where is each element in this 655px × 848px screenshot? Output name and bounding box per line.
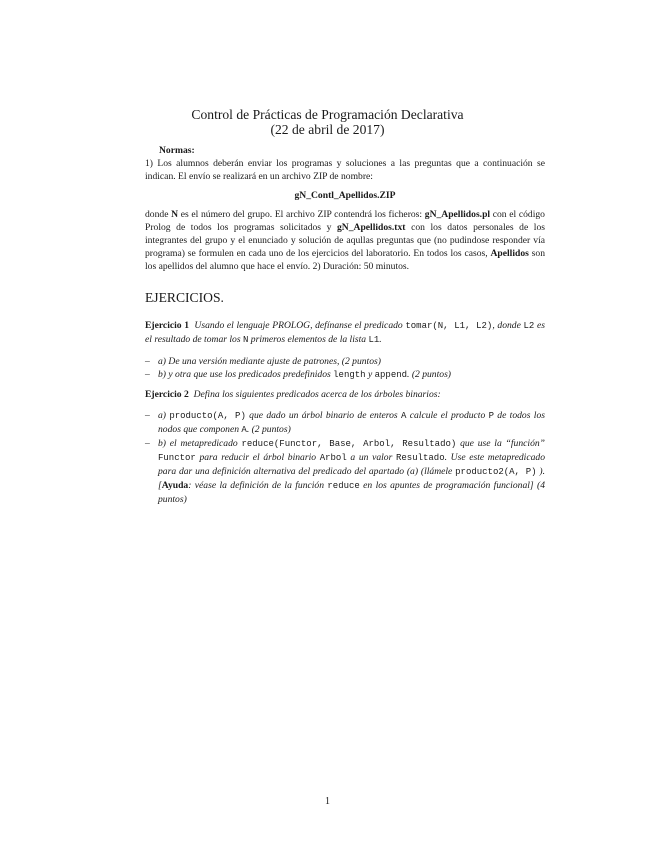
group-number-var: N — [171, 209, 179, 220]
text-span: . (2 puntos) — [407, 369, 451, 380]
normas-paragraph-2 — [145, 208, 545, 273]
ejercicio-1-label: Ejercicio 1 — [145, 320, 190, 331]
text-span: donde — [145, 209, 172, 220]
ayuda-label: Ayuda — [161, 480, 189, 491]
code-span: Functor — [158, 453, 196, 463]
ejercicio-2-items — [145, 409, 545, 506]
text-span: : véase la definición de la función — [188, 480, 328, 491]
text-span: b) el metapredicado — [158, 438, 242, 449]
code-span: producto(A, P) — [169, 411, 246, 421]
text-span: que use la “función” — [456, 438, 545, 449]
code-span: producto2(A, P) — [455, 467, 537, 477]
code-span: N — [242, 335, 249, 345]
apellidos-term: Apellidos — [490, 248, 529, 259]
text-span: en los apuntes de programación funcional] (4 puntos) — [158, 480, 545, 505]
text-span: son los apellidos del alumno que hace el envío. 2) Duración: 50 minutos. — [145, 248, 546, 272]
dash-bullet: – — [145, 410, 150, 421]
text-span: . Use este metapredicado para dar una definición alternativa del predicado del apartado (a) (llámele — [158, 452, 545, 477]
prolog-filename: gN_Apellidos.pl — [424, 209, 491, 220]
title-line-1: Control de Prácticas de Programación Declarativa — [191, 107, 464, 122]
text-span: con los datos personales de los integrantes del grupo y el enunciado y solución de aqullas preguntas que (no pudindose responder vía programa) se formulen en cada uno de los ejercicios del laboratorio. En todos los casos, — [145, 222, 545, 259]
normas-paragraph-1: 1) Los alumnos deberán enviar los programas y soluciones a las preguntas que a continuación se indican. El envío se realizará en un archivo ZIP de nombre: — [145, 158, 545, 182]
text-span: es el resultado de tomar los — [145, 320, 546, 345]
dash-bullet: – — [145, 356, 150, 367]
code-span: A — [401, 411, 407, 421]
text-span: y — [365, 369, 375, 380]
list-item — [145, 355, 545, 368]
title-line-2: (22 de abril de 2017) — [270, 122, 385, 137]
text-span: calcule el producto — [406, 410, 489, 421]
page-number: 1 — [325, 796, 330, 807]
text-span: de todos los nodos que componen — [158, 410, 545, 435]
ejercicios-heading: EJERCICIOS. — [145, 290, 224, 305]
list-item — [145, 409, 545, 437]
ejercicio-1 — [145, 319, 545, 382]
dash-bullet: – — [145, 369, 150, 380]
text-span: con el código Prolog de todos los programas solicitados y — [145, 209, 545, 233]
text-span: . (2 puntos) — [246, 424, 291, 435]
text-span: a un valor — [346, 452, 396, 463]
text-span: , donde — [492, 320, 524, 331]
text-span: Defina los siguientes predicados acerca de los árboles binarios: — [193, 389, 441, 400]
list-item — [145, 368, 545, 382]
text-span: a) — [158, 410, 170, 421]
text-span: ). [ — [158, 466, 545, 491]
document-title — [0, 107, 655, 137]
code-span: tomar(N, L1, L2) — [405, 321, 493, 331]
code-span: L1 — [368, 335, 380, 345]
text-span: a) De una versión mediante ajuste de patrones, (2 puntos) — [158, 356, 381, 367]
code-span: A — [241, 425, 247, 435]
text-span: es el número del grupo. El archivo ZIP contendrá los ficheros: — [178, 209, 425, 220]
text-span: primeros elementos de la lista — [248, 334, 369, 345]
text-span: para reducir el árbol binario — [195, 452, 320, 463]
ejercicio-1-items — [145, 355, 545, 382]
text-span: . — [379, 334, 382, 345]
code-span: P — [488, 411, 494, 421]
code-span: Arbol — [319, 453, 347, 463]
code-span: length — [333, 370, 366, 380]
text-span: Usando el lenguaje PROLOG, defínanse el predicado — [194, 320, 406, 331]
text-span: b) y otra que use los predicados predefinidos — [158, 369, 334, 380]
code-span: L2 — [523, 321, 535, 331]
code-span: reduce(Functor, Base, Arbol, Resultado) — [241, 439, 457, 449]
normas-heading: Normas: — [159, 145, 195, 156]
ejercicio-2-statement — [145, 388, 545, 401]
list-item — [145, 437, 545, 506]
normas-section — [145, 144, 545, 273]
ejercicio-1-statement — [145, 319, 545, 347]
zip-filename: gN_Contl_Apellidos.ZIP — [294, 190, 396, 201]
dash-bullet: – — [145, 438, 150, 449]
ejercicio-2-label: Ejercicio 2 — [145, 389, 189, 400]
ejercicio-2 — [145, 388, 545, 506]
code-span: reduce — [327, 481, 360, 491]
txt-filename: gN_Apellidos.txt — [337, 222, 406, 233]
text-span: que dado un árbol binario de enteros — [245, 410, 401, 421]
code-span: Resultado — [396, 453, 445, 463]
code-span: append — [374, 370, 408, 380]
